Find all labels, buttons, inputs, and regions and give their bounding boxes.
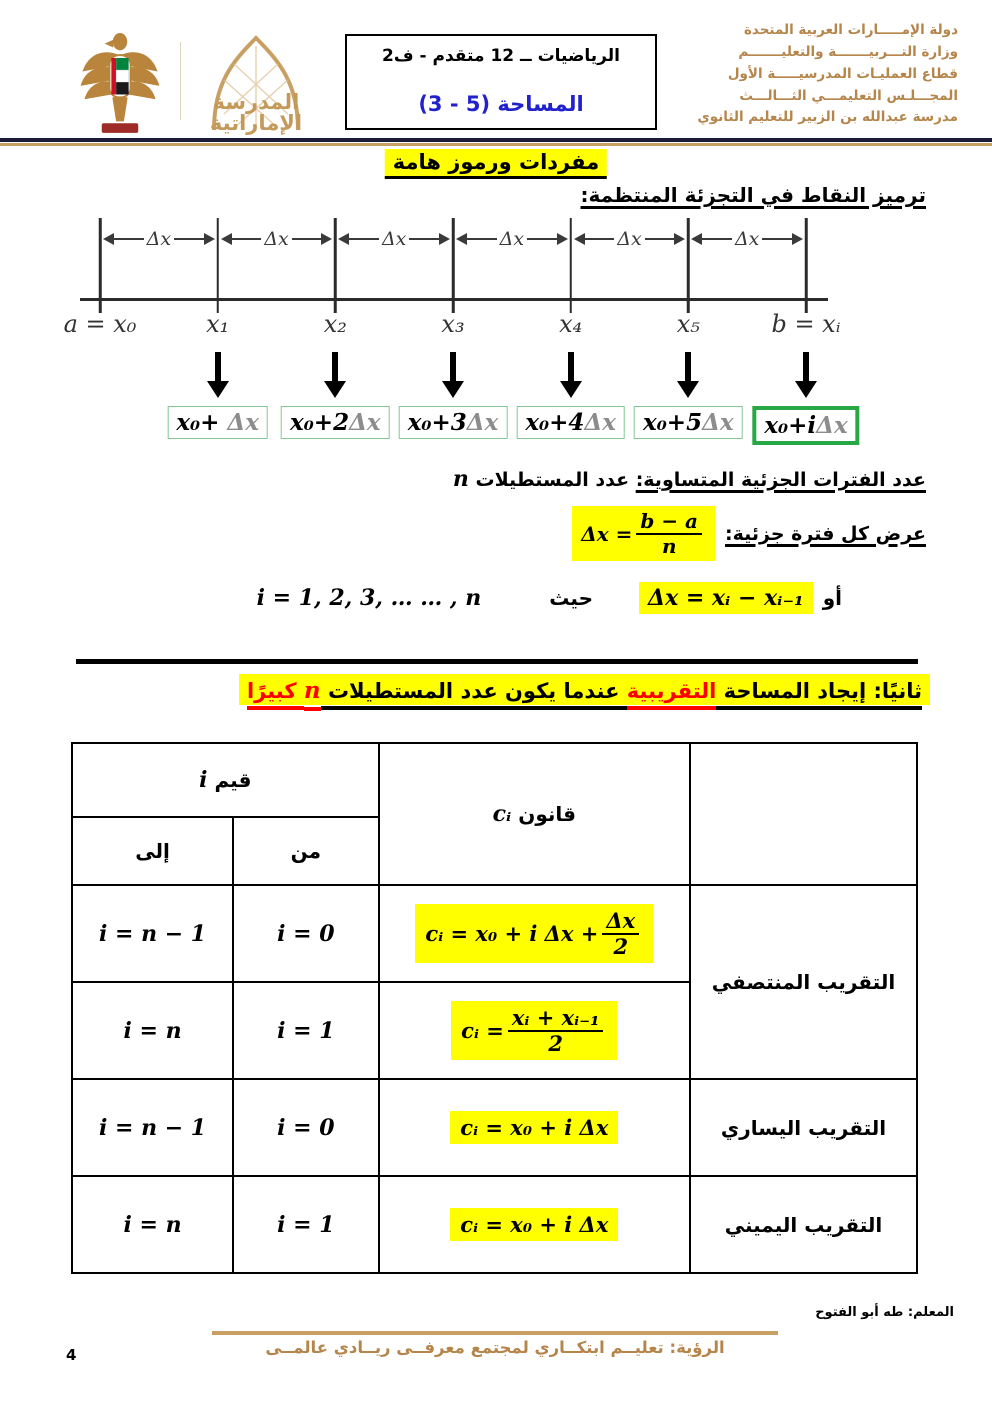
axis-label-x2: x₂ <box>323 310 347 338</box>
method-name-cell: التقريب اليساري <box>690 1079 917 1176</box>
interval-dx <box>218 227 336 251</box>
from-header-cell: من <box>233 817 379 885</box>
formula-pre: cᵢ = x₀ + i Δx + <box>425 920 599 946</box>
formula-black-part: x₀+3 <box>407 409 467 436</box>
fraction-denominator: 2 <box>548 1031 563 1057</box>
ministry-header <box>646 20 958 129</box>
i-symbol: i <box>199 767 208 793</box>
count-label: عدد الفترات الجزئية المتساوية: <box>635 469 926 491</box>
fraction-denominator: n <box>661 534 677 558</box>
axis-label-x5: x₅ <box>676 310 700 338</box>
arrow-line <box>114 238 144 241</box>
lesson-name: المساحة <box>497 92 584 116</box>
school-logo-text <box>190 92 322 134</box>
formula-gray-part: Δx <box>584 409 616 436</box>
footer-rule <box>212 1331 778 1335</box>
lesson-title <box>418 92 583 116</box>
dx-label: Δx <box>381 228 407 250</box>
dx-lhs: Δx = <box>581 521 633 546</box>
down-arrow-icon <box>206 352 230 400</box>
down-arrow-icon <box>794 352 818 400</box>
width-label: عرض كل فترة جزئية: <box>725 522 926 545</box>
ministry-line: دولة الإمـــــارات العربية المتحدة <box>743 22 958 38</box>
i-values: i = 1, 2, 3, … … , n <box>256 585 482 611</box>
arrow-line <box>174 238 204 241</box>
formula-black-part: x₀+4 <box>525 409 585 436</box>
from-value-cell: i = 1 <box>233 982 379 1079</box>
fraction <box>636 509 702 558</box>
formula-black-part: x₀+2 <box>290 409 350 436</box>
teacher-name: المعلم: طه أبو الفتوح <box>815 1305 954 1320</box>
to-value-cell: i = n <box>72 982 233 1079</box>
dx-label: Δx <box>617 228 642 250</box>
midpoint-formula-2 <box>451 1001 617 1060</box>
interval-dx <box>571 227 689 251</box>
axis-label-x4: x₄ <box>559 310 583 338</box>
fraction-denominator: 2 <box>613 934 629 960</box>
emirates-school-logo <box>190 28 322 136</box>
to-value-cell: i = n − 1 <box>72 885 233 982</box>
fraction <box>602 908 639 959</box>
method-name-cell: التقريب اليميني <box>690 1176 917 1273</box>
down-arrow-icon <box>441 352 465 400</box>
page-number: 4 <box>66 1346 77 1364</box>
dx-label: Δx <box>499 228 525 250</box>
point-formula-box <box>516 406 625 439</box>
arrow-left-icon <box>691 233 702 245</box>
formula-gray-part: Δx <box>349 409 381 436</box>
table-header-row <box>72 743 917 817</box>
ministry-line: المجـــلـس التعليمـــي الثـــالـــث <box>739 87 958 104</box>
interval-dx <box>100 227 218 251</box>
dx-difference-formula: Δx = xᵢ − xᵢ₋₁ <box>639 582 813 614</box>
heading-segment-red: التقريبية <box>627 679 717 710</box>
arrow-line <box>527 238 557 241</box>
formula-gray-part: Δx <box>466 409 499 436</box>
interval-dx <box>453 227 571 251</box>
arrow-right-icon <box>439 233 450 245</box>
arrow-line <box>762 238 792 241</box>
arrow-line <box>232 238 262 241</box>
vision-statement: الرؤية: تعليــم ابتكــاري لمجتمع معرفــى ريــادي عالمــى <box>265 1338 725 1357</box>
formula-cell <box>379 1176 690 1273</box>
fraction-numerator: xᵢ + xᵢ₋₁ <box>508 1005 604 1032</box>
axis-label-x1: x₁ <box>206 310 230 338</box>
down-arrow-icon <box>323 352 347 400</box>
arrow-line <box>585 238 615 241</box>
fraction-numerator: b − a <box>636 509 702 535</box>
interval-dx <box>335 227 453 251</box>
dx-formula <box>572 506 715 561</box>
arrow-left-icon <box>338 233 349 245</box>
section1-subtitle: ترميز النقاط في التجزئة المنتظمة: <box>580 183 926 207</box>
arrow-line <box>349 238 379 241</box>
number-line-axis <box>80 298 828 301</box>
arrow-line <box>292 238 322 241</box>
to-header-cell: إلى <box>72 817 233 885</box>
from-value-cell: i = 0 <box>233 885 379 982</box>
approximation-methods-table <box>71 742 918 1274</box>
axis-label-x0: a = x₀ <box>63 310 137 338</box>
count-rest: عدد المستطيلات <box>475 469 630 491</box>
formula-pre: cᵢ = <box>461 1017 504 1043</box>
law-header-cell <box>379 743 690 885</box>
formula-gray-part: Δx <box>816 412 848 439</box>
header-rule-navy <box>0 138 992 142</box>
formula-gray-part: Δx <box>702 409 734 436</box>
arrow-line <box>409 238 439 241</box>
uae-falcon-emblem-icon <box>72 26 168 138</box>
arrow-left-icon <box>103 233 114 245</box>
interval-width-line <box>572 506 926 561</box>
arrow-right-icon <box>674 233 685 245</box>
arrow-left-icon <box>221 233 232 245</box>
i-values-header-cell <box>72 743 379 817</box>
axis-label-xi: b = xᵢ <box>771 310 841 338</box>
formula-black-part: x₀+5 <box>643 409 703 436</box>
to-value-cell: i = n − 1 <box>72 1079 233 1176</box>
dx-label: Δx <box>734 228 760 250</box>
midpoint-formula-1 <box>415 904 653 963</box>
arrow-left-icon <box>574 233 585 245</box>
law-label: قانون <box>518 802 576 826</box>
course-title-box <box>345 34 657 130</box>
arrow-right-icon <box>557 233 568 245</box>
fraction-numerator: Δx <box>602 908 639 935</box>
formula-cell <box>379 1079 690 1176</box>
section2-heading <box>239 674 930 705</box>
ministry-line: وزارة التـــربيـــــــة والتعليـــــــم <box>738 43 958 60</box>
down-arrow-icon <box>559 352 583 400</box>
ci-symbol: cᵢ <box>492 801 512 827</box>
fraction <box>508 1005 604 1056</box>
school-logo-line2: الإماراتية <box>209 111 303 135</box>
table-row-right-endpoint <box>72 1176 917 1273</box>
from-value-cell: i = 0 <box>233 1079 379 1176</box>
method-header-cell <box>690 743 917 885</box>
arrow-line <box>467 238 497 241</box>
point-formula-box <box>634 406 743 439</box>
table-row-midpoint-1 <box>72 885 917 982</box>
left-endpoint-formula: cᵢ = x₀ + i Δx <box>450 1111 618 1144</box>
ministry-line: مدرسة عبدالله بن الزبير للتعليم الثانوي <box>697 109 958 126</box>
point-formula-box-general <box>752 406 859 445</box>
arrow-right-icon <box>792 233 803 245</box>
where-word: حيث <box>549 586 593 610</box>
section1-title: مفردات ورموز هامة <box>385 149 607 179</box>
lesson-number: (3 - 5) <box>418 92 491 116</box>
arrow-right-icon <box>204 233 215 245</box>
from-value-cell: i = 1 <box>233 1176 379 1273</box>
section-divider <box>76 659 918 664</box>
arrow-right-icon <box>321 233 332 245</box>
formula-black-part: x₀+ <box>176 409 228 436</box>
interval-dx <box>688 227 806 251</box>
or-word: أو <box>822 586 842 610</box>
subintervals-count-line <box>453 466 926 492</box>
formula-black-part: x₀+i <box>764 412 817 439</box>
point-formula-box <box>167 406 268 439</box>
point-formula-box <box>399 406 508 439</box>
values-label: قيم <box>214 768 252 792</box>
dx-label: Δx <box>264 228 289 250</box>
partition-number-line-diagram <box>63 218 848 456</box>
heading-n-symbol: n <box>304 677 321 711</box>
down-arrow-icon <box>676 352 700 400</box>
alternative-formula-line <box>257 582 842 614</box>
formula-cell <box>379 885 690 982</box>
formula-cell <box>379 982 690 1079</box>
formula-gray-part: Δx <box>227 409 259 436</box>
heading-segment: عندما يكون عدد المستطيلات <box>321 679 627 710</box>
table-row-left-endpoint <box>72 1079 917 1176</box>
arrow-line <box>645 238 675 241</box>
right-endpoint-formula: cᵢ = x₀ + i Δx <box>450 1208 618 1241</box>
school-logo-line1: المدرسة <box>212 90 300 114</box>
axis-label-x3: x₃ <box>441 310 465 338</box>
method-name-cell: التقريب المنتصفي <box>690 885 917 1079</box>
heading-segment-red: كبيرًا <box>247 679 304 710</box>
dx-label: Δx <box>146 228 172 250</box>
point-formula-box <box>281 406 390 439</box>
course-name: الرياضيات ــ 12 متقدم - ف2 <box>382 46 620 66</box>
n-symbol: n <box>452 466 469 492</box>
to-value-cell: i = n <box>72 1176 233 1273</box>
heading-segment: ثانيًا: إيجاد المساحة <box>716 679 922 710</box>
ministry-line: قطاع العمليـات المدرسيـــــة الأول <box>727 65 958 82</box>
arrow-line <box>702 238 732 241</box>
header-rule-tan <box>0 143 992 146</box>
header-divider <box>180 42 181 120</box>
arrow-left-icon <box>456 233 467 245</box>
